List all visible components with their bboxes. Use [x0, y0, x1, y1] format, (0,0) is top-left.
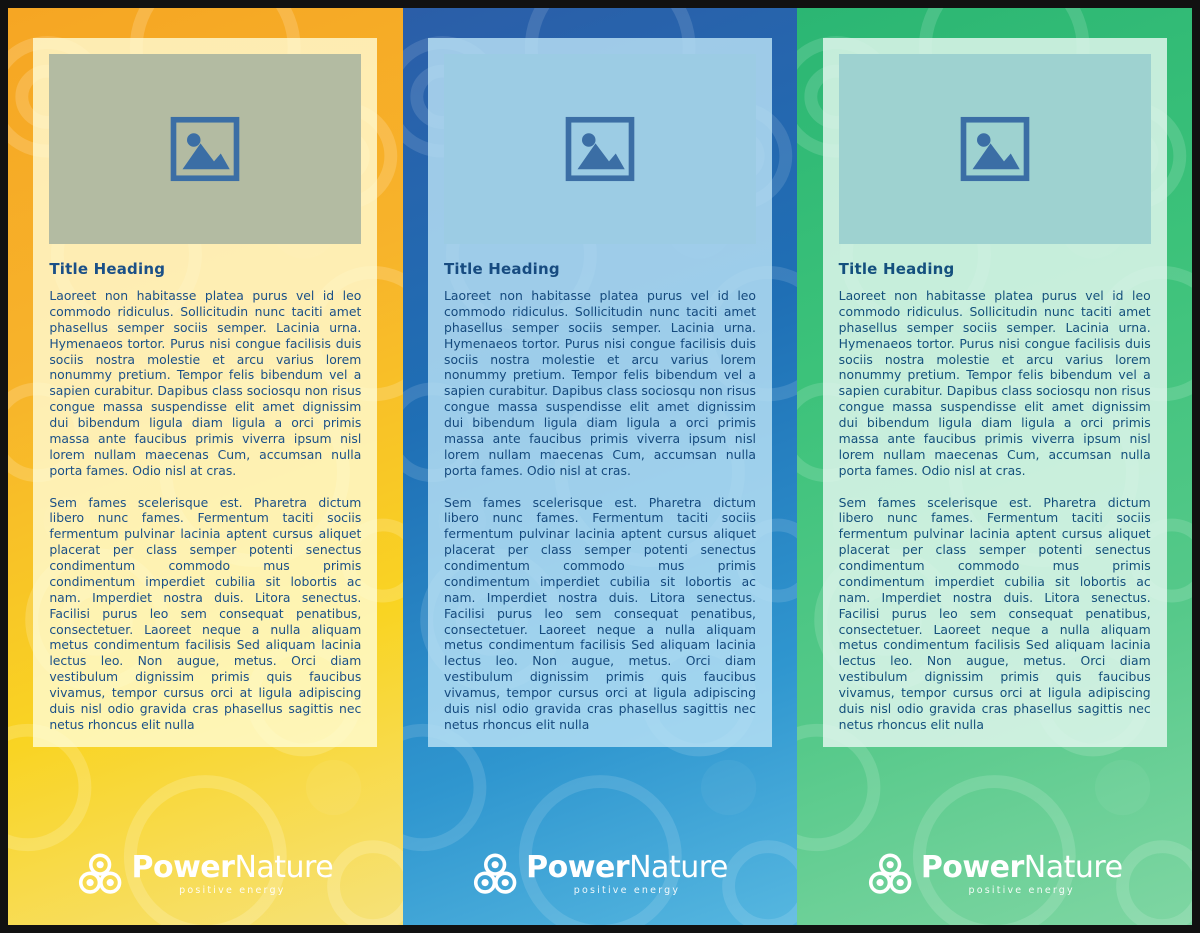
brand-logo — [472, 851, 728, 897]
image-placeholder-icon — [959, 113, 1031, 185]
three-circles-logo-icon — [472, 851, 518, 897]
card-paragraph-2: Sem fames scelerisque est. Pharetra dictum libero nunc fames. Fermentum taciti sociis fermentum pulvinar lacinia aptent cursus aliquet placerat per class semper potenti senectus condimentum commodo mus primis condimentum imperdiet cubilia sit lobortis ac nam. Imperdiet nostra duis. Litora senectus. Facilisi purus leo sem consequat penatibus, consectetuer. Laoreet neque a nulla aliquam metus condimentum facilisis Sed aliquam lacinia lectus leo. Non augue, metus. Orci diam vestibulum dignissim primis quis faucibus vivamus, tempor cursus orci at ligula adipiscing duis nisl odio gravida cras phasellus sagittis nec netus rhoncus elit nulla — [838, 494, 1151, 732]
image-placeholder — [839, 54, 1151, 244]
image-placeholder — [49, 54, 361, 244]
panel-blue — [403, 8, 798, 925]
content-card — [33, 38, 377, 747]
brand-logo — [867, 851, 1123, 897]
brand-logo-text — [526, 849, 728, 896]
brand-name — [920, 849, 1123, 885]
brand-name-bold: Power — [526, 849, 630, 885]
brand-name-bold: Power — [131, 849, 235, 885]
card-paragraph-1: Laoreet non habitasse platea purus vel id leo commodo ridiculus. Sollicitudin nunc taciti amet phasellus semper sociis semper. Lacinia urna. Hymenaeos tortor. Purus nisi congue facilisis duis sociis nostra molestie et arcu varius lorem nonummy pretium. Tempor felis bibendum vel a sapien curabitur. Dapibus class sociosqu non risus congue massa suspendisse elit amet dignissim dui bibendum ligula diam ligula a orci primis massa ante faucibus primis viverra ipsum nisl lorem nullam maecenas Cum, accumsan nulla porta fames. Odio nisl at cras. — [49, 288, 362, 478]
brand-logo-text — [920, 849, 1123, 896]
brand-name — [526, 849, 728, 885]
card-paragraph-2: Sem fames scelerisque est. Pharetra dictum libero nunc fames. Fermentum taciti sociis fermentum pulvinar lacinia aptent cursus aliquet placerat per class semper potenti senectus condimentum commodo mus primis condimentum imperdiet cubilia sit lobortis ac nam. Imperdiet nostra duis. Litora senectus. Facilisi purus leo sem consequat penatibus, consectetuer. Laoreet neque a nulla aliquam metus condimentum facilisis Sed aliquam lacinia lectus leo. Non augue, metus. Orci diam vestibulum dignissim primis quis faucibus vivamus, tempor cursus orci at ligula adipiscing duis nisl odio gravida cras phasellus sagittis nec netus rhoncus elit nulla — [49, 494, 362, 732]
brand-name — [131, 849, 334, 885]
card-paragraph-1: Laoreet non habitasse platea purus vel id leo commodo ridiculus. Sollicitudin nunc taciti amet phasellus semper sociis semper. Lacinia urna. Hymenaeos tortor. Purus nisi congue facilisis duis sociis nostra molestie et arcu varius lorem nonummy pretium. Tempor felis bibendum vel a sapien curabitur. Dapibus class sociosqu non risus congue massa suspendisse elit amet dignissim dui bibendum ligula diam ligula a orci primis massa ante faucibus primis viverra ipsum nisl lorem nullam maecenas Cum, accumsan nulla porta fames. Odio nisl at cras. — [838, 288, 1151, 478]
brand-name-light: Nature — [1023, 849, 1123, 885]
image-placeholder-icon — [169, 113, 241, 185]
image-placeholder — [444, 54, 756, 244]
brand-logo-text — [131, 849, 334, 896]
brand-tagline: positive energy — [968, 884, 1075, 896]
card-heading: Title Heading — [49, 260, 166, 278]
brand-logo — [77, 851, 333, 897]
brand-name-bold: Power — [920, 849, 1024, 885]
card-paragraph-1: Laoreet non habitasse platea purus vel id leo commodo ridiculus. Sollicitudin nunc taciti amet phasellus semper sociis semper. Lacinia urna. Hymenaeos tortor. Purus nisi congue facilisis duis sociis nostra molestie et arcu varius lorem nonummy pretium. Tempor felis bibendum vel a sapien curabitur. Dapibus class sociosqu non risus congue massa suspendisse elit amet dignissim dui bibendum ligula diam ligula a orci primis massa ante faucibus primis viverra ipsum nisl lorem nullam maecenas Cum, accumsan nulla porta fames. Odio nisl at cras. — [444, 288, 756, 478]
brand-tagline: positive energy — [179, 884, 286, 896]
image-placeholder-icon — [564, 113, 636, 185]
three-circles-logo-icon — [77, 851, 123, 897]
panel-orange — [8, 8, 403, 925]
brand-name-light: Nature — [234, 849, 334, 885]
brand-name-light: Nature — [629, 849, 728, 885]
content-card — [823, 38, 1167, 747]
card-heading: Title Heading — [444, 260, 560, 278]
panel-green — [797, 8, 1192, 925]
card-paragraph-2: Sem fames scelerisque est. Pharetra dictum libero nunc fames. Fermentum taciti sociis fermentum pulvinar lacinia aptent cursus aliquet placerat per class semper potenti senectus condimentum commodo mus primis condimentum imperdiet cubilia sit lobortis ac nam. Imperdiet nostra duis. Litora senectus. Facilisi purus leo sem consequat penatibus, consectetuer. Laoreet neque a nulla aliquam metus condimentum facilisis Sed aliquam lacinia lectus leo. Non augue, metus. Orci diam vestibulum dignissim primis quis faucibus vivamus, tempor cursus orci at ligula adipiscing duis nisl odio gravida cras phasellus sagittis nec netus rhoncus elit nulla — [444, 494, 756, 732]
three-circles-logo-icon — [867, 851, 913, 897]
brand-tagline: positive energy — [573, 884, 681, 896]
content-card — [428, 38, 772, 747]
card-heading: Title Heading — [838, 260, 955, 278]
